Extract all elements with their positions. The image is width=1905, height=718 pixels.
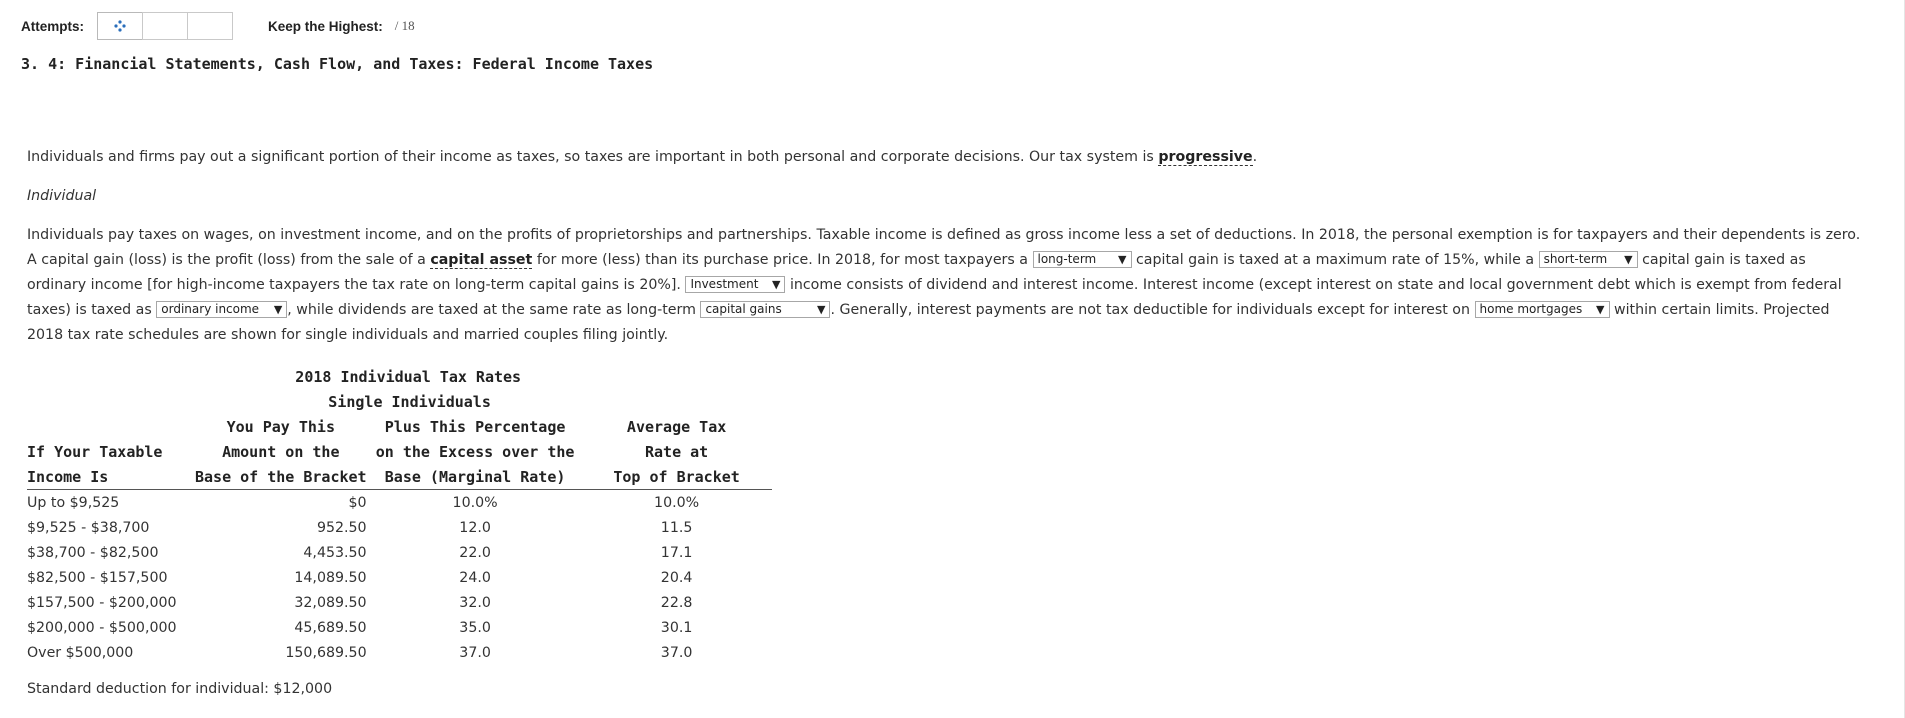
question-content (27, 145, 1867, 348)
table-row (27, 490, 772, 516)
table-row (27, 590, 772, 615)
body-paragraph (27, 223, 1867, 348)
col2-head-2: Amount on the (222, 442, 340, 461)
dropdown-investment[interactable] (685, 276, 785, 293)
body-text-2: for more (less) than its purchase price. In 2018, for most taxpayers a (532, 252, 1033, 268)
table-row (27, 615, 772, 640)
section-label-individual: Individual (27, 188, 97, 204)
dropdown-capital-gains[interactable] (700, 301, 830, 318)
dropdown-arrow-icon: ▼ (816, 302, 826, 316)
table-row (27, 515, 772, 540)
attempt-box-1[interactable] (97, 12, 143, 40)
bracket-average-rate: 20.4 (660, 569, 693, 586)
body-text-7: . Generally, interest payments are not tax deductible for individuals except for interest on (830, 302, 1475, 318)
col3-head-3: Base (Marginal Rate) (369, 464, 582, 490)
question-title: 3. 4: Financial Statements, Cash Flow, and Taxes: Federal Income Taxes (21, 55, 654, 73)
col4-head-2: Rate at (644, 442, 709, 461)
dropdown-long-term[interactable] (1033, 251, 1132, 268)
body-text-6: , while dividends are taxed at the same rate as long-term (287, 302, 701, 318)
score-value: / 18 (394, 18, 415, 33)
dropdown-arrow-icon: ▼ (1118, 252, 1127, 266)
bracket-base: 32,089.50 (294, 594, 367, 611)
bracket-base: 952.50 (316, 519, 367, 536)
capital-asset-term[interactable]: capital asset (430, 252, 533, 268)
bracket-marginal-rate: 10.0% (452, 494, 498, 511)
dropdown-short-term[interactable] (1539, 251, 1638, 268)
dropdown-arrow-icon: ▼ (1624, 252, 1633, 266)
table-row (27, 640, 772, 665)
body-text-4: capital gain is taxed as ordinary income [for high-income taxpayers the tax rate on long-term capital gains is 20%]. (27, 252, 1806, 293)
col1-head (27, 414, 195, 439)
col4-head-1: Average Tax (626, 417, 727, 436)
bracket-base: 14,089.50 (294, 569, 367, 586)
bracket-marginal-rate: 37.0 (459, 644, 491, 661)
body-text-8: within certain limits. Projected 2018 tax rate schedules are shown for single individuals and married couples filing jointly. (27, 302, 1830, 343)
bracket-base: 150,689.50 (285, 644, 367, 661)
bracket-base: 45,689.50 (294, 619, 367, 636)
bracket-average-rate: 37.0 (660, 644, 693, 661)
bracket-income: $82,500 - $157,500 (27, 569, 168, 586)
col2-head-3: Base of the Bracket (195, 464, 369, 490)
attempt-boxes (97, 12, 232, 40)
bracket-average-rate: 17.1 (660, 544, 693, 561)
col3-head-2: on the Excess over the (375, 442, 575, 461)
dropdown-capital-gains-value: capital gains (705, 301, 782, 316)
bracket-marginal-rate: 24.0 (459, 569, 491, 586)
dropdown-investment-value: Investment (690, 276, 759, 291)
dropdown-home-mortgages[interactable] (1475, 301, 1610, 318)
dropdown-home-mortgages-value: home mortgages (1479, 301, 1583, 316)
bracket-average-rate: 22.8 (660, 594, 693, 611)
bracket-income: Over $500,000 (27, 644, 134, 661)
bracket-income: $38,700 - $82,500 (27, 544, 159, 561)
table-subtitle: Single Individuals (328, 392, 491, 411)
table-row (27, 540, 772, 565)
bracket-income: $9,525 - $38,700 (27, 519, 150, 536)
loading-dots-icon (114, 20, 126, 32)
dropdown-ordinary-income-value: ordinary income (161, 301, 260, 316)
dropdown-long-term-value: long-term (1037, 251, 1097, 266)
body-text-1: Individuals pay taxes on wages, on investment income, and on the profits of proprietorships and partnerships. Taxable income is defined as gross income less a set of deductions. In 2018, the personal exemption is for taxpayers and their dependents is zero. A capital gain (loss) is the profit (loss) from the sale of a (27, 227, 1861, 268)
dropdown-short-term-value: short-term (1543, 251, 1608, 266)
bracket-marginal-rate: 32.0 (459, 594, 491, 611)
col3-head-1: Plus This Percentage (384, 417, 566, 436)
bracket-income: Up to $9,525 (27, 494, 120, 511)
body-text-5: income consists of dividend and interest income. Interest income (except interest on state and local government debt which is exempt from federal taxes) is taxed as (27, 277, 1842, 318)
bracket-income: $200,000 - $500,000 (27, 619, 177, 636)
bracket-average-rate: 10.0% (654, 494, 700, 511)
bracket-income: $157,500 - $200,000 (27, 594, 177, 611)
table-title: 2018 Individual Tax Rates (295, 367, 522, 386)
dropdown-ordinary-income[interactable] (156, 301, 287, 318)
bracket-average-rate: 11.5 (660, 519, 693, 536)
body-text-3: capital gain is taxed at a maximum rate of 15%, while a (1131, 252, 1539, 268)
intro-end: . (1252, 149, 1258, 165)
attempts-label: Attempts: (21, 18, 84, 34)
bracket-average-rate: 30.1 (660, 619, 693, 636)
tax-rate-table (27, 364, 772, 665)
dropdown-arrow-icon: ▼ (273, 302, 283, 316)
attempt-box-2[interactable] (142, 12, 188, 40)
dropdown-arrow-icon: ▼ (771, 277, 781, 291)
dropdown-arrow-icon: ▼ (1596, 302, 1605, 316)
progressive-term[interactable]: progressive (1158, 149, 1253, 165)
col1-head-2: Income Is (27, 464, 195, 490)
bracket-marginal-rate: 35.0 (459, 619, 491, 636)
bracket-marginal-rate: 12.0 (459, 519, 491, 536)
attempt-box-3[interactable] (187, 12, 233, 40)
table-row (27, 565, 772, 590)
bracket-base: $0 (348, 494, 367, 511)
col4-head-3: Top of Bracket (582, 464, 772, 490)
keep-highest-label: Keep the Highest: (268, 18, 383, 34)
intro-text: Individuals and firms pay out a significant portion of their income as taxes, so taxes are important in both personal and corporate decisions. Our tax system is (27, 149, 1159, 165)
col2-head-1: You Pay This (226, 417, 335, 436)
bracket-marginal-rate: 22.0 (459, 544, 491, 561)
bracket-base: 4,453.50 (303, 544, 367, 561)
col1-head-1: If Your Taxable (27, 442, 163, 461)
standard-deduction-note: Standard deduction for individual: $12,000 (27, 681, 333, 697)
attempts-row (21, 11, 415, 41)
intro-paragraph (27, 145, 1867, 170)
